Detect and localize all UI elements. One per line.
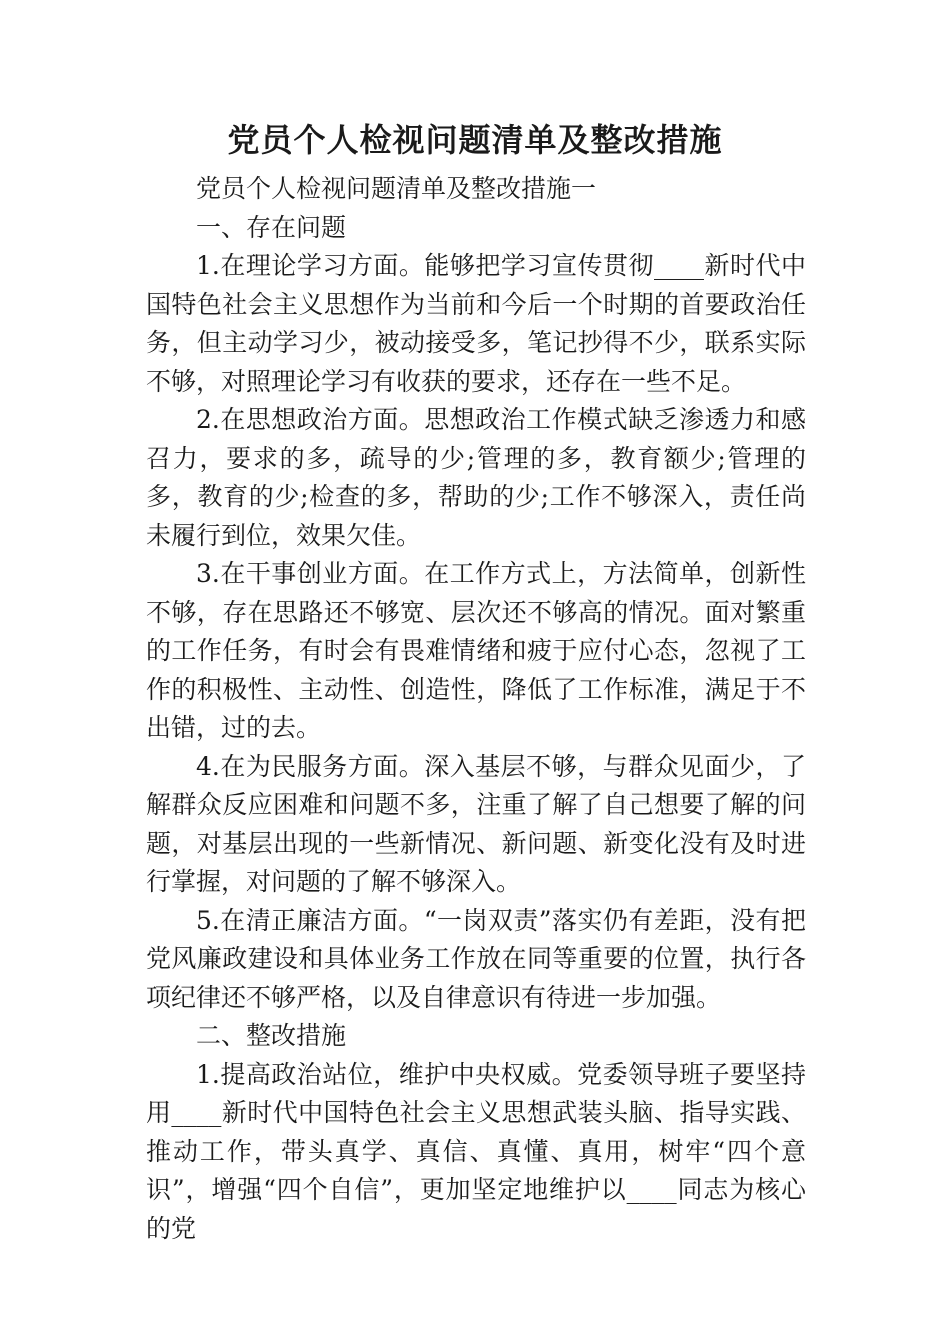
problem-paragraph-work: 3.在干事创业方面。在工作方式上，方法简单，创新性不够，存在思路还不够宽、层次还不够高的情况。面对繁重的工作任务，有时会有畏难情绪和疲于应付心态，忽视了工作的积极性、主动性、创造性，降低了工作标准，满足于不出错，过的去。 [146,559,806,742]
problem-paragraph-ideology: 2.在思想政治方面。思想政治工作模式缺乏渗透力和感召力，要求的多，疏导的少;管理的多，教育额少;管理的多，教育的少;检查的多，帮助的少;工作不够深入，责任尚未履行到位，效果欠佳。 [146,405,806,550]
document-body [146,170,806,1248]
problem-paragraph-service: 4.在为民服务方面。深入基层不够，与群众见面少，了解群众反应困难和问题不多，注重了解了自己想要了解的问题，对基层出现的一些新情况、新问题、新变化没有及时进行掌握，对问题的了解不够深入。 [146,751,806,896]
subtitle-paragraph: 党员个人检视问题清单及整改措施一 [196,174,597,203]
document-title: 党员个人检视问题清单及整改措施 [227,121,723,159]
problem-paragraph-theory: 1.在理论学习方面。能够把学习宣传贯彻____新时代中国特色社会主义思想作为当前和今后一个时期的首要政治任务，但主动学习少，被动接受多，笔记抄得不少，联系实际不够，对照理论学习有收获的要求，还存在一些不足。 [146,251,806,396]
measure-paragraph-1: 1.提高政治站位，维护中央权威。党委领导班子要坚持用____新时代中国特色社会主义思想武装头脑、指导实践、推动工作，带头真学、真信、真懂、真用，树牢“四个意识”，增强“四个自信”，更加坚定地维护以____同志为核心的党 [146,1059,806,1243]
section-heading-measures: 二、整改措施 [196,1021,347,1050]
section-heading-problems: 一、存在问题 [196,212,347,242]
problem-paragraph-integrity: 5.在清正廉洁方面。“一岗双责”落实仍有差距，没有把党风廉政建设和具体业务工作放在同等重要的位置，执行各项纪律还不够严格，以及自律意识有待进一步加强。 [146,905,806,1012]
